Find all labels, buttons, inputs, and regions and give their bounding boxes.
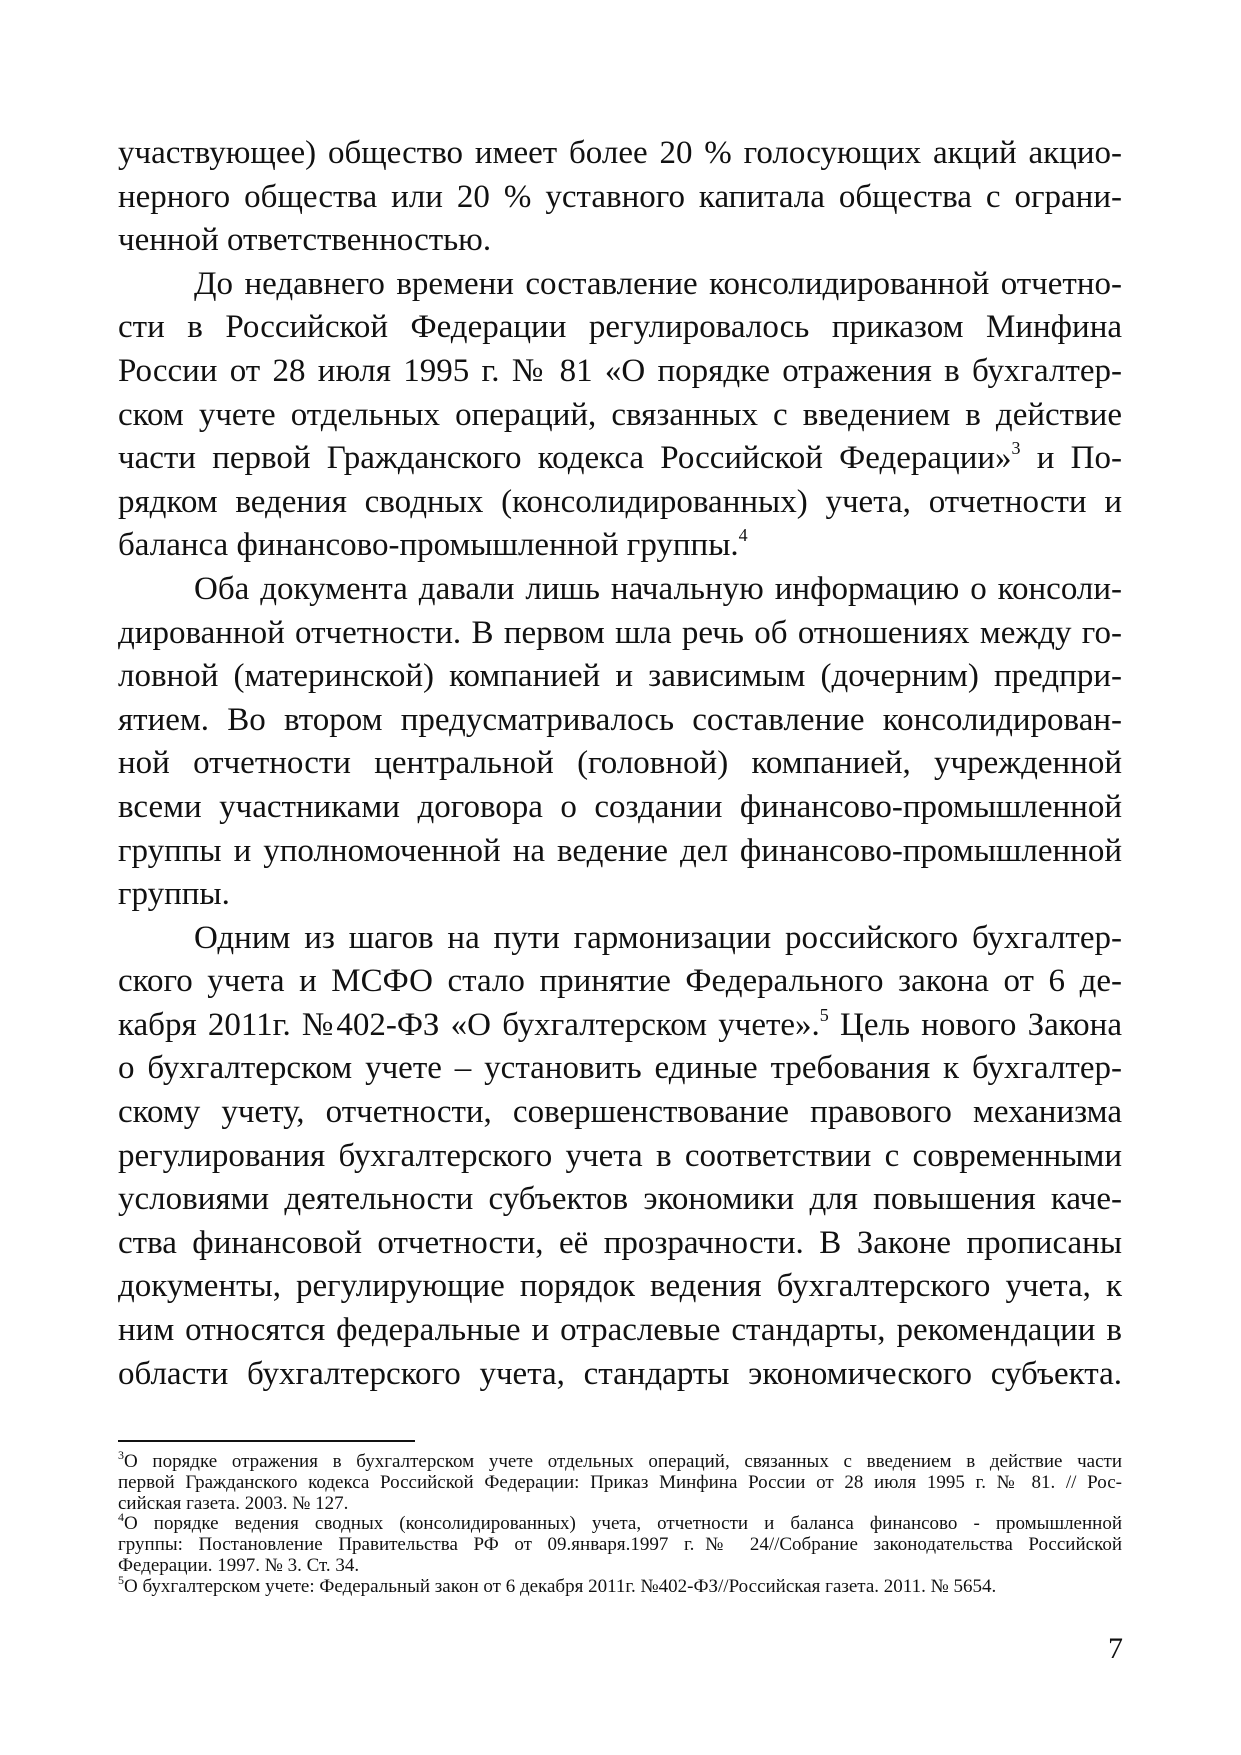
page-number: 7 [1108,1632,1123,1665]
footnote-number: 5 [118,1572,124,1587]
text-line [118,524,1122,568]
text-line: ловной (материнской) компанией и зависимым (дочерним) предпри- [118,658,1122,695]
text-line: всеми участниками договора о создании финансово-промышленной [118,788,1122,825]
text-line: области бухгалтерского учета, стандарты экономического субъекта. [118,1355,1122,1392]
footnote-text: О порядке отражения в бухгалтерском учете отдельных операций, связанных с введением в действие части [124,1451,1122,1472]
text-line: о бухгалтерском учете – установить единые требования к бухгалтер- [118,1050,1122,1087]
text-line: Одним из шагов на пути гармонизации российского бухгалтер- [194,919,1122,956]
footnotes [118,1448,1122,1598]
text-line: ства финансовой отчетности, её прозрачности. В Законе прописаны [118,1224,1122,1261]
footnote-line: Федерации. 1997. № 3. Ст. 34. [118,1554,360,1576]
text-line: регулирования бухгалтерского учета в соответствии с современными [118,1137,1122,1174]
footnote-line [118,1448,1122,1473]
text-segment: баланса финансово-промышленной группы. [118,527,739,564]
text-line: рядком ведения сводных (консолидированных) учета, отчетности и [118,483,1122,520]
footnote-line [118,1510,1122,1535]
body-text [118,132,1122,1396]
text-line: ним относятся федеральные и отраслевые стандарты, рекомендации в [118,1312,1122,1349]
footnote-separator [118,1440,415,1442]
text-segment: кабря 2011г. №402-ФЗ «О бухгалтерском учете». [118,1006,820,1043]
footnote-line: первой Гражданского кодекса Российской Федерации: Приказ Минфина России от 28 июля 1995 г. № 81. // Рос- [118,1471,1122,1493]
footnote-ref-3[interactable]: 3 [1011,438,1021,459]
text-line: условиями деятельности субъектов экономики для повышения каче- [118,1181,1122,1218]
footnote-ref-4[interactable]: 4 [738,525,748,546]
footnote-number: 4 [118,1510,124,1525]
text-line [118,1004,1122,1048]
footnote-number: 3 [118,1448,124,1462]
text-line: ского учета и МСФО стало принятие Федерального закона от 6 де- [118,963,1122,1000]
text-line: России от 28 июля 1995 г. № 81 «О порядке отражения в бухгалтер- [118,352,1122,389]
text-line: ском учете отдельных операций, связанных с введением в действие [118,396,1122,433]
text-line: документы, регулирующие порядок ведения бухгалтерского учета, к [118,1268,1122,1305]
text-line: группы и уполномоченной на ведение дел финансово-промышленной [118,832,1122,869]
text-line: группы. [118,876,230,913]
text-line [118,437,1122,481]
footnote-line: сийская газета. 2003. № 127. [118,1492,349,1514]
text-segment: части первой Гражданского кодекса Российской Федерации» [118,440,1012,477]
text-line: участвующее) общество имеет более 20 % голосующих акций акцио- [118,135,1122,171]
text-line: ной отчетности центральной (головной) компанией, учрежденной [118,745,1122,782]
text-line: ченной ответственностью. [118,222,492,259]
footnote-line [118,1572,1122,1598]
text-line: Оба документа давали лишь начальную информацию о консоли- [194,570,1122,607]
footnote-ref-5[interactable]: 5 [819,1004,829,1025]
text-line: нерного общества или 20 % уставного капитала общества с ограни- [118,178,1122,215]
text-segment: и По- [1020,440,1122,477]
text-line: сти в Российской Федерации регулировалось приказом Минфина [118,309,1122,346]
footnote-line: группы: Постановление Правительства РФ от 09.января.1997 г.№ 24//Собрание законодательства Российской [118,1534,1122,1556]
text-segment: Цель нового Закона [828,1006,1122,1043]
text-line: скому учету, отчетности, совершенствование правового механизма [118,1094,1122,1131]
footnote-text: О порядке ведения сводных (консолидированных) учета, отчетности и баланса финансово - промышленной [124,1513,1122,1535]
footnote-text: О бухгалтерском учете: Федеральный закон от 6 декабря 2011г. №402-ФЗ//Российская газета. 2011. № 5654. [124,1575,997,1597]
text-line: До недавнего времени составление консолидированной отчетно- [194,265,1122,302]
text-line: ятием. Во втором предусматривалось составление консолидирован- [118,701,1122,738]
text-line: дированной отчетности. В первом шла речь об отношениях между го- [118,614,1122,651]
